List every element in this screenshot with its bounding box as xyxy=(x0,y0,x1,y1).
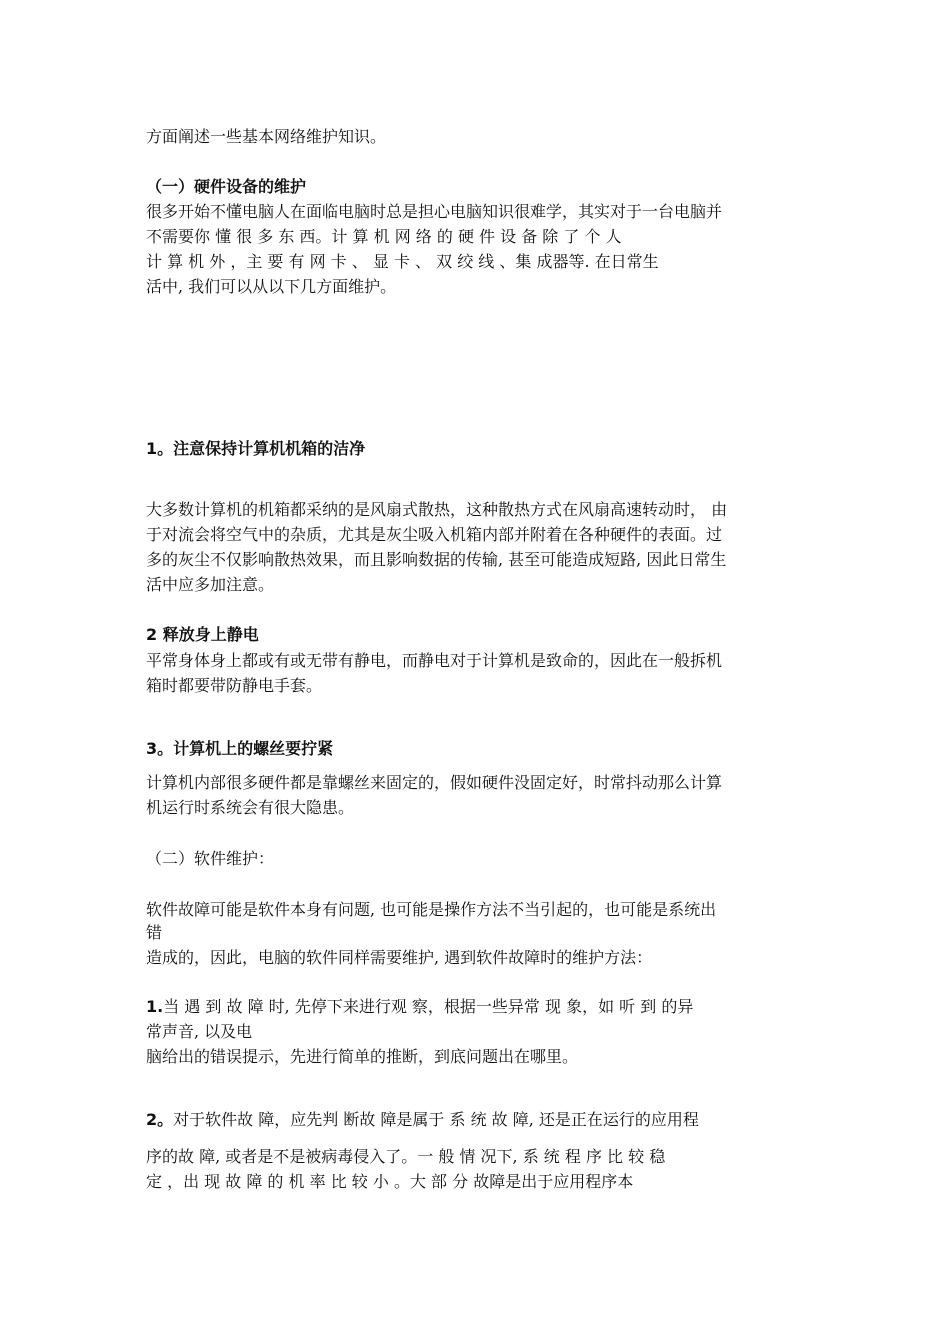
paragraph-line: 序的故 障, 或者是不是被病毒侵入了。一 般 情 况下, 系 统 程 序 比 较 稳 xyxy=(146,1147,666,1166)
list-text: 对于软件故 障，应先判 断故 障是属于 系 统 故 障, 还是正在运行的应用程 xyxy=(173,1110,699,1129)
list-number: 1. xyxy=(146,997,164,1016)
paragraph-line: 很多开始不懂电脑人在面临电脑时总是担心电脑知识很难学，其实对于一台电脑并 xyxy=(146,202,723,221)
list-text: 当 遇 到 故 障 时, 先停下来进行观 察，根据一些异常 现 象，如 听 到 的异 xyxy=(163,997,694,1016)
paragraph-line: 计 算 机 外 ，主 要 有 网 卡 、 显 卡 、 双 绞 线 、集 成器等. 在日常生 xyxy=(146,252,659,271)
section-heading-software: （二）软件维护： xyxy=(146,849,275,868)
paragraph-line: 软件故障可能是软件本身有问题, 也可能是操作方法不当引起的，也可能是系统出 xyxy=(146,900,717,919)
list-item-2 xyxy=(146,1109,806,1131)
paragraph-line: 错 xyxy=(146,923,163,942)
paragraph-line: 活中, 我们可以从以下几方面维护。 xyxy=(146,277,397,296)
paragraph-line: 常声音, 以及电 xyxy=(146,1022,253,1041)
paragraph-line: 多的灰尘不仅影响散热效果，而且影响数据的传输, 甚至可能造成短路, 因此日常生 xyxy=(146,550,727,569)
subheading-release-static: 2 释放身上静电 xyxy=(146,625,259,644)
section-heading-hardware: （一）硬件设备的维护 xyxy=(146,177,307,196)
paragraph-line: 定 ，出 现 故 障 的 机 率 比 较 小 。大 部 分 故障是出于应用程序本 xyxy=(146,1172,634,1191)
paragraph-line: 活中应多加注意。 xyxy=(146,575,275,594)
paragraph-line: 平常身体身上都或有或无带有静电，而静电对于计算机是致命的，因此在一般拆机 xyxy=(146,651,723,670)
paragraph-line: 机运行时系统会有很大隐患。 xyxy=(146,798,355,817)
paragraph-line: 计算机内部很多硬件都是靠螺丝来固定的，假如硬件没固定好，时常抖动那么计算 xyxy=(146,773,723,792)
paragraph-line: 箱时都要带防静电手套。 xyxy=(146,676,323,695)
subheading-tighten-screws: 3。计算机上的螺丝要拧紧 xyxy=(146,739,334,758)
list-number: 2。 xyxy=(146,1110,174,1129)
paragraph-line: 脑给出的错误提示，先进行简单的推断，到底问题出在哪里。 xyxy=(146,1047,579,1066)
intro-line: 方面阐述一些基本网络维护知识。 xyxy=(146,127,387,146)
subheading-keep-case-clean: 1。注意保持计算机机箱的洁净 xyxy=(146,439,366,458)
paragraph-line: 大多数计算机的机箱都采纳的是风扇式散热，这种散热方式在风扇高速转动时， 由 xyxy=(146,500,728,519)
paragraph-line: 不需要你 懂 很 多 东 西。计 算 机 网 络 的 硬 件 设 备 除 了 个 人 xyxy=(146,227,622,246)
paragraph-line: 于对流会将空气中的杂质，尤其是灰尘吸入机箱内部并附着在各种硬件的表面。过 xyxy=(146,525,723,544)
paragraph-line: 造成的，因此，电脑的软件同样需要维护, 遇到软件故障时的维护方法： xyxy=(146,948,653,967)
list-item-1 xyxy=(146,996,806,1018)
